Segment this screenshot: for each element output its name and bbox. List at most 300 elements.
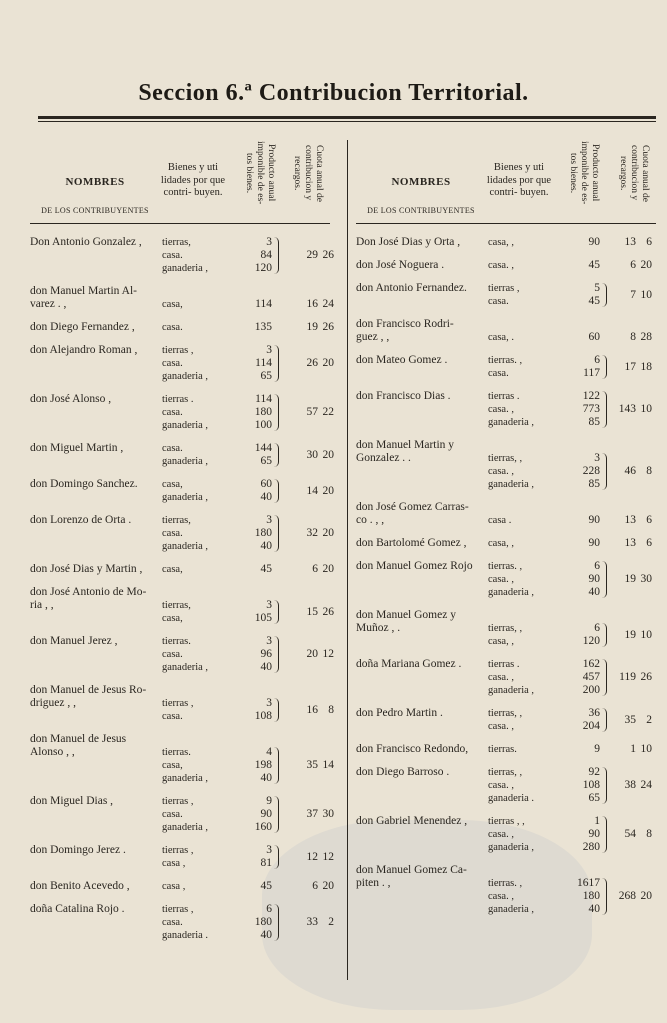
contributor-name: don Gabriel Menendez ,	[356, 815, 468, 827]
contributor-name: doña Mariana Gomez .	[356, 658, 462, 670]
contributor-name: don José Dias y Martin ,	[30, 563, 143, 575]
ledger-entry	[356, 609, 661, 648]
grouping-brace	[274, 443, 279, 467]
contribution-reales: 20	[306, 648, 318, 660]
contribution-cents: 8	[328, 703, 334, 716]
contribution-reales: 17	[624, 360, 636, 373]
annual-product-value: 3	[266, 599, 272, 611]
property-type: ganaderia ,	[162, 773, 209, 784]
ledger-entry	[356, 501, 661, 527]
contribution-cents: 26	[322, 605, 334, 618]
annual-product-value: 45	[260, 563, 272, 575]
property-type: casa,	[162, 760, 183, 771]
property-type: ganaderia .	[488, 793, 535, 804]
page-title: Seccion 6.ª Contribucion Territorial.	[138, 80, 529, 106]
grouping-brace	[602, 283, 607, 307]
title-rule-thin	[38, 121, 656, 122]
property-type: tierras .	[488, 391, 520, 402]
contribution-cents: 20	[322, 527, 334, 539]
annual-product-value: 45	[260, 880, 272, 892]
contributor-name: don Francisco Rodri-	[356, 318, 454, 330]
property-type: ganaderia ,	[162, 541, 209, 552]
annual-product-value: 40	[260, 661, 272, 673]
property-type: ganaderia ,	[162, 420, 209, 431]
property-type: casa. ,	[488, 891, 514, 902]
contribution-cents: 20	[322, 357, 334, 369]
contributor-name: Don Antonio Gonzalez ,	[30, 236, 142, 248]
ledger-entry	[30, 795, 340, 834]
contribution-reales: 6	[312, 563, 318, 575]
annual-product-value: 60	[260, 478, 272, 490]
title-rule-thick	[38, 116, 656, 119]
ledger-entry	[30, 733, 340, 785]
header-producto-right: Producto anual imponible de es- tos bienes.	[568, 141, 600, 205]
annual-product-value: 60	[588, 331, 600, 343]
contribution-cents: 6	[646, 514, 652, 526]
property-type: tierras. ,	[488, 561, 523, 572]
contribution-reales: 13	[624, 236, 636, 248]
contribution-reales: 19	[624, 628, 636, 641]
grouping-brace	[274, 845, 279, 869]
annual-product-value: 114	[255, 357, 272, 369]
annual-product-value: 90	[588, 514, 600, 526]
ledger-entry	[356, 766, 661, 805]
ledger-entry	[30, 903, 340, 942]
column-divider	[347, 140, 348, 980]
annual-product-value: 45	[588, 259, 600, 271]
annual-product-value: 6	[594, 622, 600, 634]
grouping-brace	[602, 453, 607, 490]
ledger-entry	[356, 282, 661, 308]
contributor-name: don Miguel Dias ,	[30, 795, 114, 807]
annual-product-value: 9	[266, 795, 272, 807]
ledger-entry	[356, 864, 661, 916]
annual-product-value: 6	[594, 354, 600, 366]
contribution-reales: 15	[306, 605, 318, 618]
property-type: casa.	[162, 649, 183, 660]
contribution-reales: 16	[306, 703, 318, 716]
annual-product-value: 85	[588, 478, 600, 490]
contributor-name: don Manuel Gomez y	[356, 609, 456, 621]
ledger-entry	[356, 354, 661, 380]
annual-product-value: 90	[588, 537, 600, 549]
contribution-reales: 268	[618, 890, 636, 902]
property-type: tierras ,	[162, 698, 194, 709]
annual-product-value: 90	[588, 828, 600, 840]
contributor-name: ria , ,	[30, 599, 54, 611]
contributor-name: Don José Dias y Orta ,	[356, 236, 461, 248]
contributor-name: don Alejandro Roman ,	[30, 344, 138, 356]
annual-product-value: 180	[254, 527, 272, 539]
grouping-brace	[274, 394, 279, 431]
annual-product-value: 457	[582, 671, 600, 683]
ledger-entry	[30, 635, 340, 674]
ledger-entry	[356, 658, 661, 697]
ledger-entry	[30, 285, 340, 311]
header-contribuyentes-left: DE LOS CONTRIBUYENTES	[41, 206, 149, 215]
contributor-name: don Manuel Gomez Rojo	[356, 560, 473, 572]
property-type: casa. ,	[488, 260, 514, 271]
property-type: casa.	[488, 296, 509, 307]
ledger-entry	[356, 743, 661, 756]
contributor-name: don José Alonso ,	[30, 393, 112, 405]
annual-product-value: 280	[582, 841, 600, 853]
grouping-brace	[274, 796, 279, 833]
property-type: ganaderia ,	[162, 662, 209, 673]
contributor-name: don Bartolomé Gomez ,	[356, 537, 467, 549]
annual-product-value: 773	[582, 403, 600, 415]
ledger-entry	[30, 478, 340, 504]
contribution-cents: 26	[322, 249, 334, 261]
property-type: casa.	[162, 809, 183, 820]
annual-product-value: 3	[266, 697, 272, 709]
annual-product-value: 84	[260, 249, 272, 261]
property-type: tierras. ,	[488, 878, 523, 889]
property-type: casa,	[162, 479, 183, 490]
annual-product-value: 100	[254, 419, 272, 431]
contribution-reales: 143	[618, 403, 636, 415]
grouping-brace	[602, 561, 607, 598]
annual-product-value: 108	[254, 710, 272, 722]
property-type: tierras, ,	[488, 453, 523, 464]
contribution-reales: 12	[306, 850, 318, 863]
grouping-brace	[274, 636, 279, 673]
contribution-reales: 38	[624, 779, 636, 791]
grouping-brace	[274, 345, 279, 382]
contribution-reales: 6	[312, 880, 318, 892]
contributor-name: don Antonio Fernandez.	[356, 282, 467, 294]
annual-product-value: 135	[254, 321, 272, 333]
contributor-name: Gonzalez . .	[356, 452, 411, 464]
contribution-cents: 8	[646, 828, 652, 840]
property-type: casa. ,	[488, 780, 514, 791]
annual-product-value: 65	[260, 455, 272, 467]
annual-product-value: 204	[582, 720, 600, 732]
contributor-name: don Diego Fernandez ,	[30, 321, 135, 333]
annual-product-value: 114	[255, 298, 272, 310]
ledger-entry	[356, 537, 661, 550]
property-type: tierras ,	[162, 796, 194, 807]
annual-product-value: 3	[266, 844, 272, 856]
ledger-entry	[30, 586, 340, 625]
contributor-name: varez . ,	[30, 298, 67, 310]
ledger-entry	[30, 321, 340, 334]
annual-product-value: 85	[588, 416, 600, 428]
ledger-entry	[30, 880, 340, 893]
contribution-cents: 20	[322, 563, 334, 575]
annual-product-value: 3	[266, 344, 272, 356]
annual-product-value: 9	[594, 743, 600, 755]
grouping-brace	[274, 600, 279, 624]
annual-product-value: 40	[260, 491, 272, 503]
property-type: tierras ,	[162, 904, 194, 915]
property-type: ganaderia ,	[162, 492, 209, 503]
header-nombres-right: NOMBRES	[391, 176, 451, 188]
property-type: ganaderia ,	[162, 263, 209, 274]
property-type: casa.	[162, 443, 183, 454]
ledger-entry	[356, 560, 661, 599]
contributor-name: don Domingo Jerez .	[30, 844, 126, 856]
contributor-name: don Miguel Martin ,	[30, 442, 124, 454]
property-type: tierras,	[162, 237, 191, 248]
contribution-cents: 2	[646, 713, 652, 726]
annual-product-value: 114	[255, 393, 272, 405]
contributor-name: don Francisco Redondo,	[356, 743, 469, 755]
contributor-name: piten . ,	[356, 877, 391, 889]
contribution-cents: 30	[640, 573, 652, 585]
property-type: casa.	[162, 250, 183, 261]
contribution-reales: 13	[624, 514, 636, 526]
contribution-cents: 10	[640, 288, 652, 301]
property-type: ganaderia .	[162, 930, 209, 941]
ledger-entry	[30, 393, 340, 432]
annual-product-value: 40	[260, 540, 272, 552]
annual-product-value: 40	[260, 772, 272, 784]
ledger-entry	[356, 236, 661, 249]
annual-product-value: 144	[254, 442, 272, 454]
annual-product-value: 81	[260, 857, 272, 869]
property-type: casa ,	[162, 881, 186, 892]
property-type: casa, ,	[488, 237, 514, 248]
contributor-name: don Manuel Gomez Ca-	[356, 864, 467, 876]
property-type: casa.	[162, 528, 183, 539]
annual-product-value: 92	[588, 766, 600, 778]
grouping-brace	[602, 708, 607, 732]
contribution-cents: 24	[322, 298, 334, 310]
property-type: casa, ,	[488, 538, 514, 549]
grouping-brace	[602, 623, 607, 647]
ledger-entry	[30, 236, 340, 275]
contribution-reales: 54	[624, 828, 636, 840]
property-type: casa,	[162, 299, 183, 310]
contributor-name: don José Noguera .	[356, 259, 445, 271]
property-type: casa. ,	[488, 574, 514, 585]
contribution-cents: 30	[322, 808, 334, 820]
contribution-cents: 8	[646, 465, 652, 477]
header-cuota-right: Cuota anual de contribucion y recargos.	[618, 144, 650, 202]
contribution-reales: 13	[624, 537, 636, 549]
property-type: casa. ,	[488, 404, 514, 415]
contributor-name: don Benito Acevedo ,	[30, 880, 130, 892]
contributor-name: don Domingo Sanchez.	[30, 478, 138, 490]
contributor-name: doña Catalina Rojo .	[30, 903, 125, 915]
contributor-name: don Lorenzo de Orta .	[30, 514, 132, 526]
grouping-brace	[274, 904, 279, 941]
contribution-cents: 10	[640, 743, 652, 755]
annual-product-value: 228	[582, 465, 600, 477]
property-type: ganaderia ,	[488, 842, 535, 853]
contribution-cents: 20	[322, 880, 334, 892]
ledger-entry	[30, 442, 340, 468]
annual-product-value: 6	[266, 903, 272, 915]
annual-product-value: 90	[588, 573, 600, 585]
property-type: tierras .	[488, 659, 520, 670]
annual-product-value: 1	[594, 815, 600, 827]
property-type: casa. ,	[488, 466, 514, 477]
contribution-cents: 28	[640, 331, 652, 343]
property-type: ganaderia ,	[488, 904, 535, 915]
property-type: ganaderia ,	[488, 479, 535, 490]
property-type: ganaderia ,	[162, 822, 209, 833]
annual-product-value: 3	[266, 635, 272, 647]
contribution-cents: 6	[646, 236, 652, 248]
annual-product-value: 162	[582, 658, 600, 670]
property-type: casa, ,	[488, 636, 514, 647]
contribution-cents: 26	[322, 321, 334, 333]
contribution-cents: 10	[640, 403, 652, 415]
property-type: casa.	[162, 407, 183, 418]
grouping-brace	[602, 816, 607, 853]
contributor-name: don Manuel de Jesus Ro-	[30, 684, 147, 696]
header-rule-left	[30, 223, 330, 224]
contribution-reales: 32	[306, 527, 318, 539]
header-cuota-left: Cuota anual de contribucion y recargos.	[292, 144, 324, 202]
contribution-reales: 35	[624, 713, 636, 726]
contributor-name: don Manuel Martin Al-	[30, 285, 137, 297]
annual-product-value: 120	[254, 262, 272, 274]
property-type: casa.	[162, 322, 183, 333]
property-type: tierras.	[162, 747, 191, 758]
grouping-brace	[602, 767, 607, 804]
ledger-entry	[30, 684, 340, 723]
annual-product-value: 90	[588, 236, 600, 248]
contribution-cents: 12	[322, 850, 334, 863]
contributor-name: don José Gomez Carras-	[356, 501, 469, 513]
contribution-reales: 37	[306, 808, 318, 820]
property-type: casa,	[162, 613, 183, 624]
annual-product-value: 180	[254, 916, 272, 928]
annual-product-value: 3	[266, 236, 272, 248]
contributor-name: don Diego Barroso .	[356, 766, 450, 778]
ledger-entry	[356, 815, 661, 854]
contributor-name: don Francisco Dias .	[356, 390, 451, 402]
property-type: casa. ,	[488, 829, 514, 840]
property-type: ganaderia ,	[162, 456, 209, 467]
property-type: tierras .	[162, 394, 194, 405]
contribution-reales: 33	[306, 916, 318, 928]
annual-product-value: 45	[588, 295, 600, 307]
property-type: tierras ,	[488, 283, 520, 294]
property-type: tierras.	[162, 636, 191, 647]
header-nombres-left: NOMBRES	[65, 176, 125, 188]
property-type: tierras, ,	[488, 767, 523, 778]
ledger-entry	[356, 318, 661, 344]
property-type: ganaderia ,	[488, 417, 535, 428]
contribution-reales: 16	[306, 298, 318, 310]
property-type: ganaderia ,	[488, 587, 535, 598]
contributor-name: Muñoz , .	[356, 622, 401, 634]
contributor-name: don Pedro Martin .	[356, 707, 443, 719]
contributor-name: guez , ,	[356, 331, 390, 343]
annual-product-value: 40	[588, 903, 600, 915]
contribution-cents: 20	[322, 448, 334, 461]
property-type: casa.	[488, 368, 509, 379]
header-bienes-left: Bienes y uti lidades por que contri- buyen.	[160, 162, 226, 198]
contributor-name: don Mateo Gomez .	[356, 354, 448, 366]
annual-product-value: 40	[588, 586, 600, 598]
header-contribuyentes-right: DE LOS CONTRIBUYENTES	[367, 206, 475, 215]
ledger-entry	[356, 390, 661, 429]
property-type: tierras ,	[162, 345, 194, 356]
property-type: tierras,	[162, 600, 191, 611]
contributor-name: driguez , ,	[30, 697, 76, 709]
property-type: tierras ,	[162, 845, 194, 856]
ledger-entry	[30, 344, 340, 383]
property-type: tierras , ,	[488, 816, 525, 827]
grouping-brace	[274, 747, 279, 784]
contribution-reales: 19	[624, 573, 636, 585]
ledger-entry	[356, 259, 661, 272]
annual-product-value: 117	[583, 367, 600, 379]
contributor-name: don Manuel Jerez ,	[30, 635, 118, 647]
annual-product-value: 65	[588, 792, 600, 804]
property-type: casa.	[162, 358, 183, 369]
property-type: ganaderia ,	[488, 685, 535, 696]
property-type: casa. ,	[488, 721, 514, 732]
property-type: tierras. ,	[488, 355, 523, 366]
grouping-brace	[602, 878, 607, 915]
contribution-reales: 19	[306, 321, 318, 333]
annual-product-value: 120	[582, 635, 600, 647]
contributor-name: Alonso , ,	[30, 746, 75, 758]
ledger-entry	[356, 439, 661, 491]
contribution-cents: 24	[640, 779, 652, 791]
header-rule-right	[356, 223, 656, 224]
ledger-entry	[356, 707, 661, 733]
contribution-reales: 8	[630, 331, 636, 343]
annual-product-value: 180	[254, 406, 272, 418]
header-producto-left: Producto anual imponible de es- tos bienes.	[244, 141, 276, 205]
annual-product-value: 122	[582, 390, 600, 402]
header-bienes-right: Bienes y uti lidades por que contri- buyen.	[486, 162, 552, 198]
contribution-reales: 30	[306, 448, 318, 461]
contributor-name: co . , ,	[356, 514, 385, 526]
grouping-brace	[602, 391, 607, 428]
property-type: tierras.	[488, 744, 517, 755]
grouping-brace	[274, 237, 279, 274]
contribution-cents: 22	[322, 406, 334, 418]
contribution-reales: 46	[624, 465, 636, 477]
contribution-cents: 20	[640, 890, 652, 902]
annual-product-value: 6	[594, 560, 600, 572]
annual-product-value: 5	[594, 282, 600, 294]
contribution-cents: 18	[640, 360, 652, 373]
annual-product-value: 4	[266, 746, 272, 758]
contribution-reales: 6	[630, 259, 636, 271]
contribution-reales: 14	[306, 484, 318, 497]
annual-product-value: 200	[582, 684, 600, 696]
contribution-cents: 20	[640, 259, 652, 271]
annual-product-value: 3	[594, 452, 600, 464]
property-type: ganaderia ,	[162, 371, 209, 382]
contribution-reales: 119	[619, 671, 636, 683]
ledger-entry	[30, 514, 340, 553]
contribution-reales: 26	[306, 357, 318, 369]
property-type: tierras, ,	[488, 623, 523, 634]
contribution-reales: 29	[306, 249, 318, 261]
contribution-cents: 12	[322, 648, 334, 660]
ledger-entry	[30, 844, 340, 870]
ledger-entry	[30, 563, 340, 576]
annual-product-value: 180	[582, 890, 600, 902]
annual-product-value: 108	[582, 779, 600, 791]
contribution-reales: 1	[630, 743, 636, 755]
annual-product-value: 90	[260, 808, 272, 820]
contribution-cents: 14	[322, 759, 334, 771]
grouping-brace	[274, 479, 279, 503]
property-type: casa,	[162, 564, 183, 575]
property-type: casa .	[488, 515, 512, 526]
